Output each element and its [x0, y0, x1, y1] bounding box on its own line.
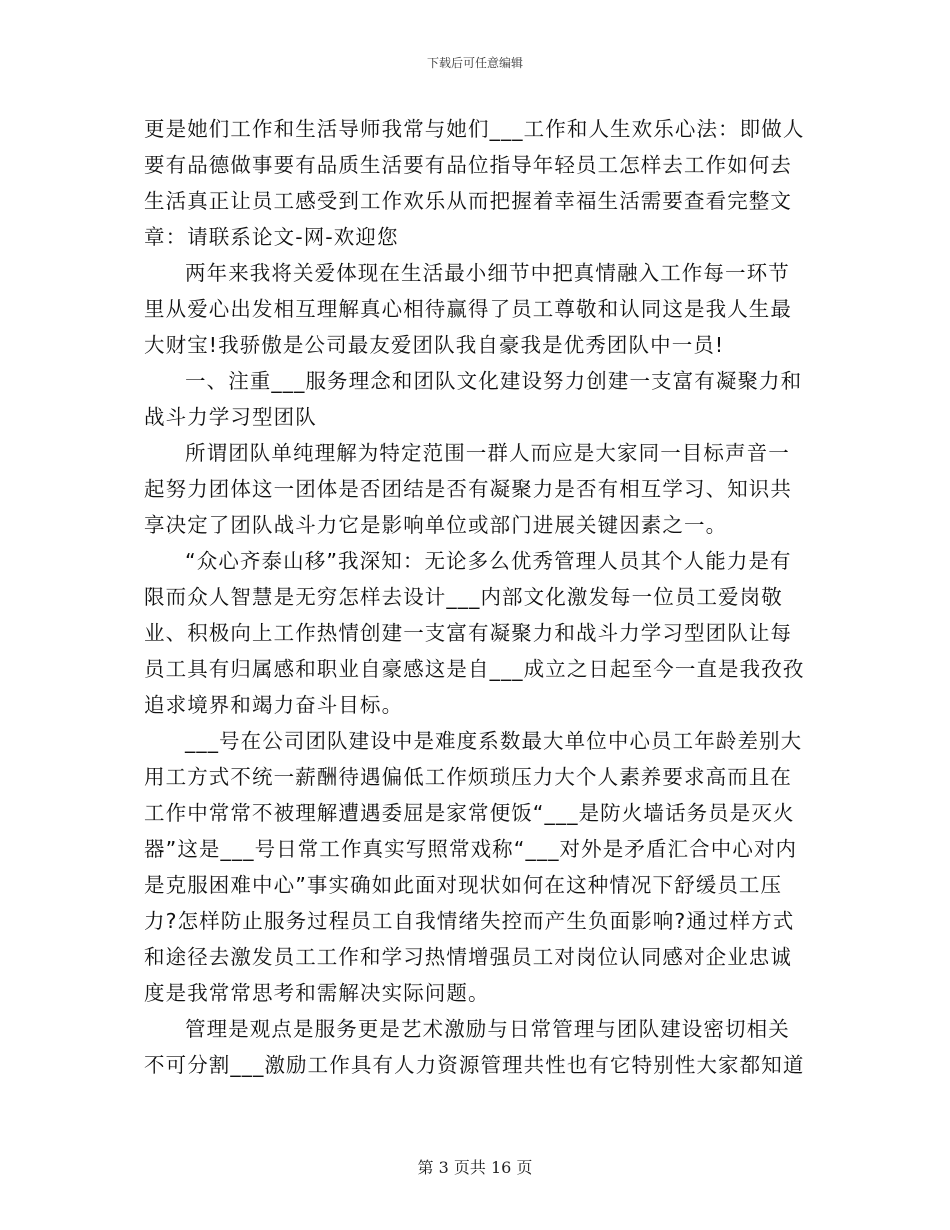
paragraph-4: “众心齐泰山移”我深知：无论多么优秀管理人员其个人能力是有限而众人智慧是无穷怎样去设计___内部文化激发每一位员工爱岗敬业、积极向上工作热情创建一支富有凝聚力和战斗力学习型团队让每员工具有归属感和职业自豪感这是自___成立之日起至今一直是我孜孜追求境界和竭力奋斗目标。	[144, 549, 805, 717]
document-body	[144, 111, 808, 1083]
paragraph-2: 两年来我将关爱体现在生活最小细节中把真情融入工作每一环节里从爱心出发相互理解真心相待赢得了员工尊敬和认同这是我人生最大财宝!我骄傲是公司最友爱团队我自豪我是优秀团队中一员!	[144, 261, 792, 357]
section-heading-1: 一、注重___服务理念和团队文化建设努力创建一支富有凝聚力和战斗力学习型团队	[144, 369, 803, 429]
page-footer: 第 3 页共 16 页	[417, 1158, 533, 1177]
page-header: 下载后可任意编辑	[426, 56, 523, 70]
paragraph-3: 所谓团队单纯理解为特定范围一群人而应是大家同一目标声音一起努力团体这一团体是否团结是否有凝聚力是否有相互学习、知识共享决定了团队战斗力它是影响单位或部门进展关键因素之一。	[144, 441, 792, 537]
paragraph-5: ___号在公司团队建设中是难度系数最大单位中心员工年龄差别大用工方式不统一薪酬待遇偏低工作烦琐压力大个人素养要求高而且在工作中常常不被理解遭遇委屈是家常便饭“___是防火墙话务员是灭火器”这是___号日常工作真实写照常戏称“___对外是矛盾汇合中心对内是克服困难中心”事实确如此面对现状如何在这种情况下舒缓员工压力?怎样防止服务过程员工自我情绪失控而产生负面影响?通过样方式和途径去激发员工工作和学习热情增强员工对岗位认同感对企业忠诚度是我常常思考和需解决实际问题。	[144, 729, 803, 1005]
paragraph-1: 更是她们工作和生活导师我常与她们___工作和人生欢乐心法：即做人要有品德做事要有品质生活要有品位指导年轻员工怎样去工作如何去生活真正让员工感受到工作欢乐从而把握着幸福生活需要查看完整文章：请联系论文-网-欢迎您	[144, 117, 805, 249]
paragraph-6: 管理是观点是服务更是艺术激励与日常管理与团队建设密切相关不可分割___激励工作具有人力资源管理共性也有它特别性大家都知道	[144, 1017, 805, 1077]
